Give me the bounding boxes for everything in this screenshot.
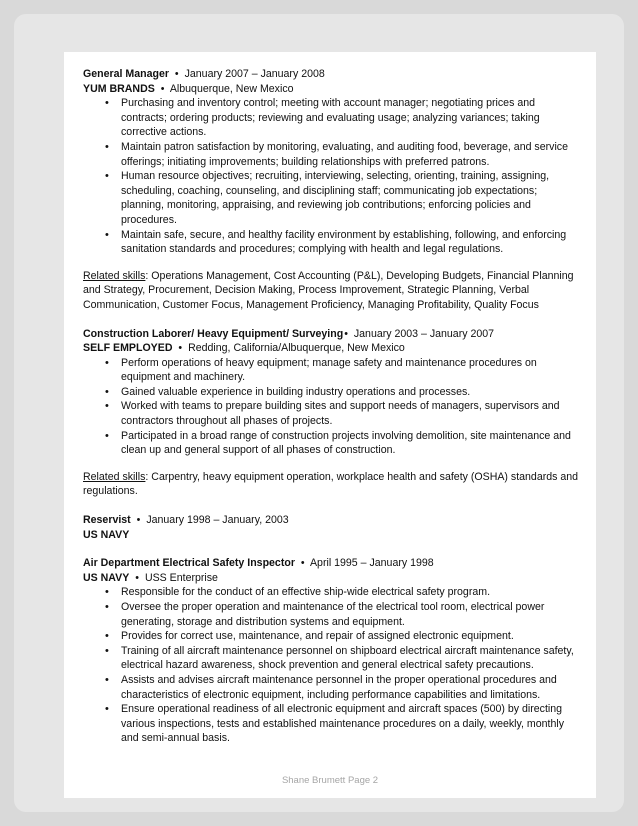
job-title: Reservist [83, 514, 131, 527]
job-location: Redding, California/Albuquerque, New Mexico [188, 342, 405, 355]
job-dates: January 1998 – January, 2003 [146, 514, 289, 527]
duty-item: • Participated in a broad range of construction projects involving demolition, site maintenance and clean up and general support of all phases of construction. [121, 429, 583, 458]
job-dates: January 2007 – January 2008 [184, 68, 325, 80]
duty-item: • Perform operations of heavy equipment; manage safety and maintenance procedures on equipment and machinery. [121, 356, 583, 385]
duty-item: • Maintain patron satisfaction by monitoring, evaluating, and auditing food, beverage, and service offerings; initiating improvements; building relationships with preferred patrons. [121, 140, 583, 169]
job-location: USS Enterprise [144, 571, 218, 584]
job-electrical-safety-inspector [83, 556, 583, 746]
duty-item: • Training of all aircraft maintenance personnel on shipboard electrical aircraft maintenance safety, electrical hazard awareness, shock prevention and general electrical safety precautions. [121, 644, 583, 673]
job-dates: April 1995 – January 1998 [309, 557, 434, 570]
job-location: Albuquerque, New Mexico [169, 82, 294, 95]
duty-item: • Oversee the proper operation and maintenance of the electrical tool room, electrical power generating, storage and distribution systems and equipment. [121, 600, 583, 629]
duty-item: • Assists and advises aircraft maintenance personnel in the proper operational procedures and characteristics of electronic equipment, including performance capabilities and limitations. [121, 673, 583, 702]
related-skills [83, 269, 583, 313]
duty-item: • Human resource objectives; recruiting, interviewing, selecting, orienting, training, assigning, scheduling, coaching, counseling, and disciplining staff; communicating job expectations; planning, monitoring, appraising, and reviewing job contributions; enforcing policies and procedures. [121, 169, 583, 227]
related-skills-label: Related skills [83, 269, 146, 282]
duties-list [83, 96, 583, 257]
employer: US NAVY [83, 528, 130, 541]
separator: • [300, 557, 305, 570]
duty-item: • Gained valuable experience in building industry operations and processes. [121, 385, 583, 400]
job-construction-laborer [83, 327, 583, 500]
related-skills-label: Related skills [83, 470, 146, 483]
employer: YUM BRANDS [83, 82, 155, 95]
duty-item: • Worked with teams to prepare building sites and support needs of managers, supervisors and contractors throughout all phases of projects. [121, 399, 583, 428]
resume-content [83, 67, 583, 760]
duty-item: • Responsible for the conduct of an effective ship-wide electrical safety program. [121, 585, 583, 600]
duty-item: • Ensure operational readiness of all electronic equipment and aircraft spaces (500) by directing various inspections, tests and established maintenance procedures on a daily, weekly, monthly and semi-annual basis. [121, 702, 583, 746]
separator: • [174, 68, 179, 80]
separator: • [178, 342, 183, 355]
duties-list [83, 585, 583, 746]
job-title: General Manager [83, 68, 169, 80]
job-general-manager [83, 67, 583, 313]
duty-item: • Provides for correct use, maintenance, and repair of assigned electronic equipment. [121, 629, 583, 644]
separator: • [136, 514, 141, 527]
separator: • [135, 571, 139, 584]
job-reservist [83, 513, 583, 542]
related-skills-text: : Operations Management, Cost Accounting (P&L), Developing Budgets, Financial Planning and Strategy, Procurement, Decision Making, Process Improvement, Strategic Planning, Verbal Communication, Customer Focus, Management Proficiency, Managing Profitability, Quality Focus [83, 269, 574, 311]
separator: • [160, 82, 165, 95]
related-skills-text: : Carpentry, heavy equipment operation, workplace health and safety (OSHA) standards and regulations. [83, 470, 579, 498]
job-dates: January 2003 – January 2007 [353, 327, 495, 340]
separator: • [344, 327, 348, 340]
resume-page [64, 52, 596, 798]
duties-list [83, 356, 583, 458]
job-title: Air Department Electrical Safety Inspector [83, 557, 295, 570]
employer: SELF EMPLOYED [83, 342, 173, 355]
duty-item: • Purchasing and inventory control; meeting with account manager; negotiating prices and contracts; ordering products; reviewing and evaluating usage; analyzing variances; taking corrective actions. [121, 96, 583, 140]
page-footer: Shane Brumett Page 2 [281, 775, 379, 786]
duty-item: • Maintain safe, secure, and healthy facility environment by establishing, following, and enforcing sanitation standards and procedures; complying with health and legal regulations. [121, 228, 583, 257]
related-skills [83, 470, 583, 499]
employer: US NAVY [83, 571, 130, 584]
job-title: Construction Laborer/ Heavy Equipment/ Surveying [83, 327, 344, 340]
